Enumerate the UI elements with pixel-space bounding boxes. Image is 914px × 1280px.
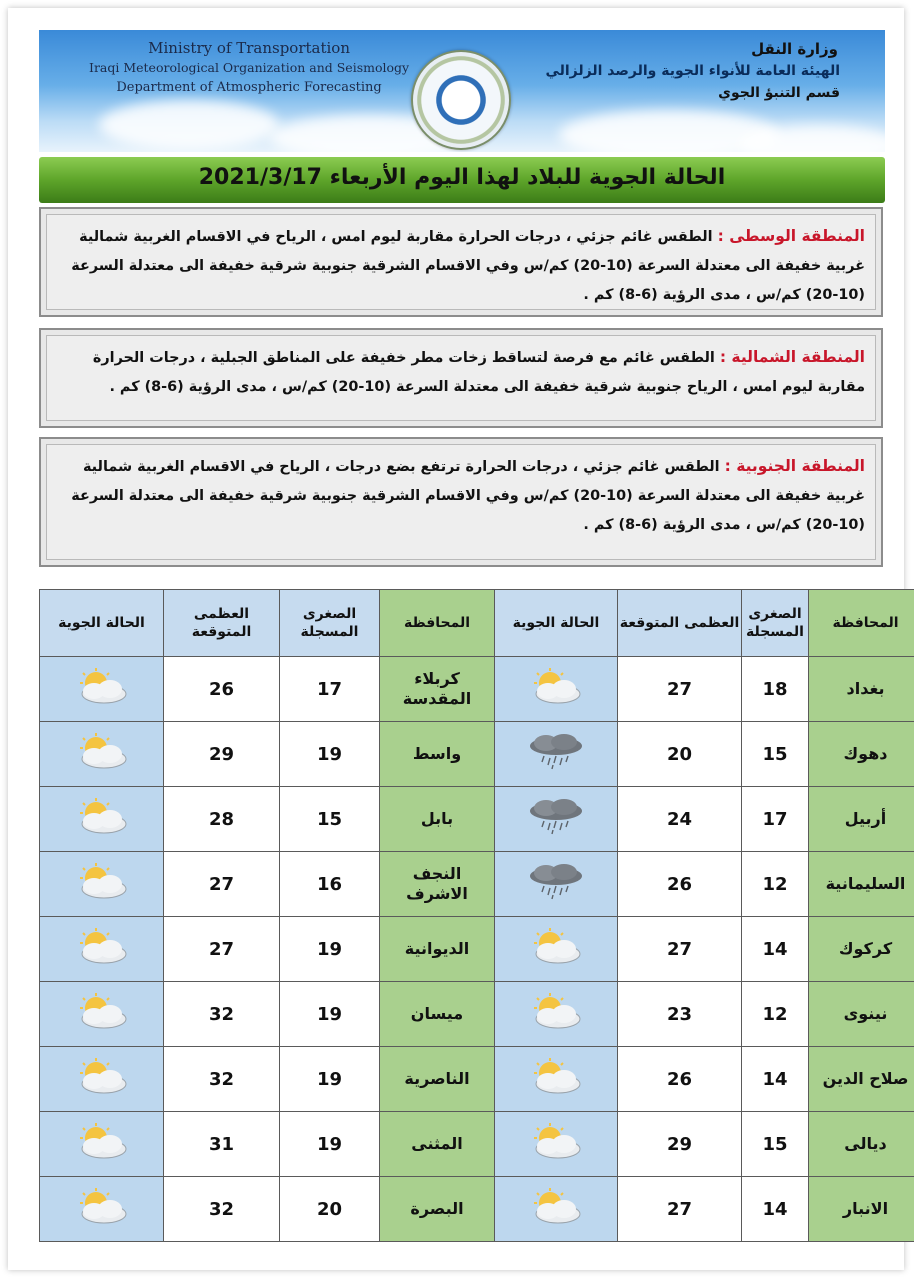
min-temp: 19: [280, 917, 380, 982]
organization-logo: [411, 50, 511, 150]
partly-cloudy-icon: [70, 732, 134, 772]
header-banner: [39, 30, 885, 152]
max-temp: 23: [618, 982, 742, 1047]
partly-cloudy-icon: [524, 1187, 588, 1227]
table-row: [40, 982, 914, 1047]
min-temp: 19: [280, 982, 380, 1047]
weather-cell: [40, 1047, 164, 1112]
min-temp: 15: [280, 787, 380, 852]
weather-cell: [40, 787, 164, 852]
page-title: الحالة الجوية للبلاد لهذا اليوم الأربعاء 2021/3/17: [198, 165, 726, 190]
governorate-name: بغداد: [809, 657, 914, 722]
header-weather: الحالة الجوية: [40, 590, 164, 657]
weather-cell: [495, 1112, 618, 1177]
governorate-name: الديوانية: [380, 917, 495, 982]
governorate-name: كركوك: [809, 917, 914, 982]
arabic-header: [545, 38, 840, 104]
min-temp: 12: [742, 982, 809, 1047]
header-governorate: المحافظة: [380, 590, 495, 657]
department-name-ar: قسم التنبؤ الجوي: [718, 85, 840, 101]
ministry-name-en: Ministry of Transportation: [148, 39, 350, 57]
partly-cloudy-icon: [70, 667, 134, 707]
forecast-table: [39, 589, 914, 1242]
min-temp: 18: [742, 657, 809, 722]
region-south-box: [39, 437, 883, 567]
min-temp: 15: [742, 1112, 809, 1177]
min-temp: 12: [742, 852, 809, 917]
table-row: [40, 657, 914, 722]
weather-cell: [40, 1112, 164, 1177]
partly-cloudy-icon: [70, 862, 134, 902]
max-temp: 24: [618, 787, 742, 852]
max-temp: 27: [618, 1177, 742, 1242]
weather-cell: [495, 982, 618, 1047]
weather-cell: [40, 722, 164, 787]
governorate-name: المثنى: [380, 1112, 495, 1177]
region-label: المنطقة الشمالية :: [719, 348, 865, 366]
governorate-name: أربيل: [809, 787, 914, 852]
weather-cell: [495, 852, 618, 917]
max-temp: 27: [618, 657, 742, 722]
governorate-name: ديالى: [809, 1112, 914, 1177]
region-text: الطقس غائم مع فرصة لتساقط زخات مطر خفيفة على المناطق الجبلية ، درجات الحرارة مقاربة ليوم امس ، الرياح جنوبية شرقية خفيفة الى معتدلة السرعة (10-20) كم/س ، مدى الرؤية (6-8) كم .: [92, 350, 865, 395]
region-north-box: [39, 328, 883, 428]
rain-cloud-icon: [524, 862, 588, 902]
header-governorate: المحافظة: [809, 590, 914, 657]
partly-cloudy-icon: [524, 1122, 588, 1162]
max-temp: 26: [618, 852, 742, 917]
min-temp: 17: [742, 787, 809, 852]
partly-cloudy-icon: [524, 927, 588, 967]
partly-cloudy-icon: [70, 1122, 134, 1162]
weather-cell: [495, 787, 618, 852]
rain-cloud-icon: [524, 797, 588, 837]
min-temp: 17: [280, 657, 380, 722]
max-temp: 27: [164, 917, 280, 982]
max-temp: 20: [618, 722, 742, 787]
weather-cell: [40, 657, 164, 722]
weather-cell: [40, 982, 164, 1047]
min-temp: 19: [280, 1112, 380, 1177]
min-temp: 16: [280, 852, 380, 917]
weather-cell: [495, 1047, 618, 1112]
min-temp: 14: [742, 1177, 809, 1242]
table-row: [40, 917, 914, 982]
partly-cloudy-icon: [70, 797, 134, 837]
weather-cell: [495, 1177, 618, 1242]
partly-cloudy-icon: [70, 1057, 134, 1097]
ministry-name-ar: وزارة النقل: [751, 40, 838, 58]
organization-name-en: Iraqi Meteorological Organization and Seismology: [89, 60, 410, 75]
max-temp: 28: [164, 787, 280, 852]
header-weather: الحالة الجوية: [495, 590, 618, 657]
min-temp: 20: [280, 1177, 380, 1242]
weather-cell: [495, 657, 618, 722]
region-central-box: [39, 207, 883, 317]
min-temp: 14: [742, 1047, 809, 1112]
max-temp: 31: [164, 1112, 280, 1177]
governorate-name: دهوك: [809, 722, 914, 787]
organization-name-ar: الهيئة العامة للأنواء الجوية والرصد الزلزالي: [545, 63, 840, 79]
region-label: المنطقة الجنوبية :: [724, 457, 865, 475]
table-row: [40, 1112, 914, 1177]
table-row: [40, 1177, 914, 1242]
governorate-name: البصرة: [380, 1177, 495, 1242]
max-temp: 32: [164, 1177, 280, 1242]
governorate-name: بابل: [380, 787, 495, 852]
department-name-en: Department of Atmospheric Forecasting: [116, 80, 382, 95]
min-temp: 15: [742, 722, 809, 787]
max-temp: 27: [618, 917, 742, 982]
governorate-name: النجف الاشرف: [380, 852, 495, 917]
governorate-name: صلاح الدين: [809, 1047, 914, 1112]
governorate-name: ميسان: [380, 982, 495, 1047]
rain-cloud-icon: [524, 732, 588, 772]
region-text: الطقس غائم جزئي ، درجات الحرارة مقاربة ليوم امس ، الرياح في الاقسام الغربية شمالية غربية خفيفة الى معتدلة السرعة (10-20) كم/س وفي الاقسام الشرقية جنوبية شرقية خفيفة الى معتدلة السرعة (10-20) كم/س ، مدى الرؤية (6-8) كم .: [71, 229, 865, 303]
min-temp: 19: [280, 722, 380, 787]
table-header-row: [40, 590, 914, 657]
weather-cell: [40, 917, 164, 982]
weather-cell: [495, 917, 618, 982]
table-row: [40, 722, 914, 787]
max-temp: 32: [164, 1047, 280, 1112]
header-min: الصغرى المسجلة: [280, 590, 380, 657]
region-text: الطقس غائم جزئي ، درجات الحرارة ترتفع بضع درجات ، الرياح في الاقسام الغربية شمالية غربية خفيفة الى معتدلة السرعة (10-20) كم/س وفي الاقسام الشرقية جنوبية شرقية خفيفة الى معتدلة السرعة (10-20) كم/س ، مدى الرؤية (6-8) كم .: [71, 459, 865, 533]
table-row: [40, 852, 914, 917]
header-min: الصغرى المسجلة: [742, 590, 809, 657]
header-max: العظمى المتوقعة: [164, 590, 280, 657]
max-temp: 29: [164, 722, 280, 787]
governorate-name: كربلاء المقدسة: [380, 657, 495, 722]
governorate-name: السليمانية: [809, 852, 914, 917]
table-row: [40, 787, 914, 852]
partly-cloudy-icon: [70, 1187, 134, 1227]
partly-cloudy-icon: [70, 992, 134, 1032]
max-temp: 29: [618, 1112, 742, 1177]
title-bar: [39, 157, 885, 203]
weather-cell: [40, 852, 164, 917]
max-temp: 27: [164, 852, 280, 917]
weather-cell: [495, 722, 618, 787]
max-temp: 26: [164, 657, 280, 722]
partly-cloudy-icon: [524, 1057, 588, 1097]
governorate-name: واسط: [380, 722, 495, 787]
max-temp: 26: [618, 1047, 742, 1112]
header-max: العظمى المتوقعة: [618, 590, 742, 657]
english-header: [89, 38, 409, 98]
region-label: المنطقة الوسطى :: [717, 227, 865, 245]
min-temp: 19: [280, 1047, 380, 1112]
partly-cloudy-icon: [70, 927, 134, 967]
weather-cell: [40, 1177, 164, 1242]
min-temp: 14: [742, 917, 809, 982]
max-temp: 32: [164, 982, 280, 1047]
governorate-name: الانبار: [809, 1177, 914, 1242]
partly-cloudy-icon: [524, 667, 588, 707]
table-row: [40, 1047, 914, 1112]
governorate-name: الناصرية: [380, 1047, 495, 1112]
governorate-name: نينوى: [809, 982, 914, 1047]
partly-cloudy-icon: [524, 992, 588, 1032]
